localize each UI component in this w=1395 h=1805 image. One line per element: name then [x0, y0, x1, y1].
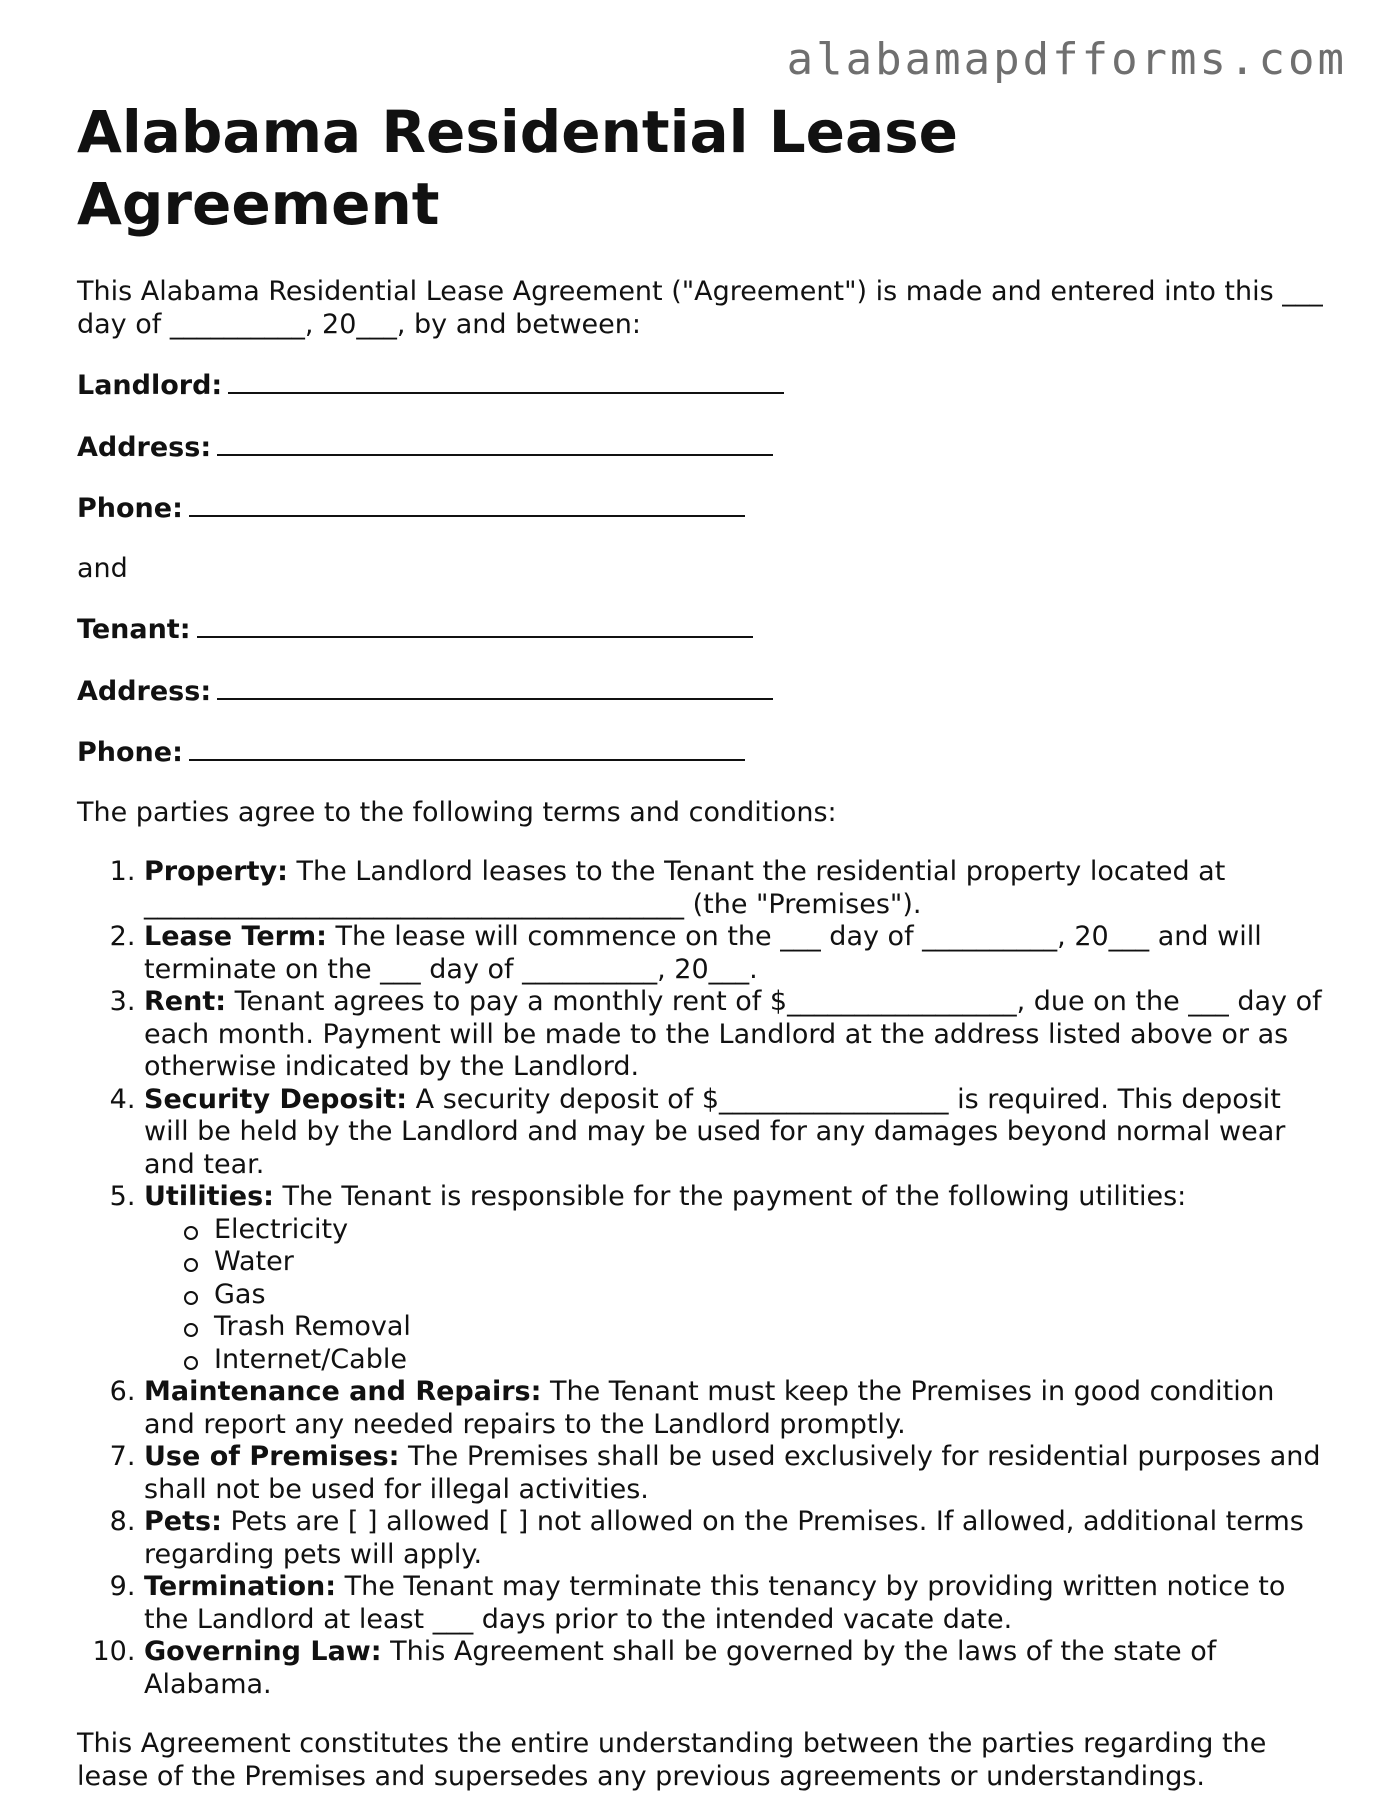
- blank-line: [197, 612, 753, 638]
- term-maintenance: [144, 1376, 1327, 1441]
- landlord-address-field[interactable]: [77, 430, 1327, 465]
- term-rent: [144, 986, 1327, 1084]
- term-security-deposit: [144, 1084, 1327, 1182]
- term-heading: Rent:: [144, 986, 227, 1017]
- utilities-list: [144, 1214, 1327, 1377]
- utility-item: Internet/Cable: [184, 1344, 1327, 1377]
- tenant-phone-field[interactable]: [77, 735, 1327, 770]
- utility-item: Electricity: [184, 1214, 1327, 1247]
- term-use-of-premises: [144, 1441, 1327, 1506]
- tenant-name-field[interactable]: [77, 612, 1327, 647]
- term-termination: [144, 1571, 1327, 1636]
- landlord-phone-field[interactable]: [77, 491, 1327, 526]
- field-label: Phone:: [77, 737, 183, 768]
- term-text: The Tenant may terminate this tenancy by providing written notice to the Landlord at least ___ days prior to the intended vacate date.: [144, 1571, 1286, 1635]
- term-heading: Security Deposit:: [144, 1083, 408, 1115]
- field-label: Address:: [77, 431, 212, 463]
- term-pets: [144, 1506, 1327, 1571]
- and-separator: and: [77, 552, 128, 584]
- term-text: This Agreement shall be governed by the laws of the state of Alabama.: [144, 1636, 1217, 1700]
- term-heading: Utilities:: [144, 1181, 274, 1212]
- term-text: A security deposit of $_________________ is required. This deposit will be held by the Landlord and may be used for any damages beyond normal wear and tear.: [144, 1083, 1286, 1180]
- tenant-address-field[interactable]: [77, 674, 1327, 709]
- site-watermark: alabamapdfforms.com: [786, 34, 1347, 85]
- blank-line: [217, 674, 773, 700]
- blank-line: [189, 491, 745, 517]
- utility-item: Water: [184, 1246, 1327, 1279]
- term-heading: Termination:: [144, 1571, 337, 1602]
- field-label: Tenant:: [77, 614, 191, 645]
- term-text: The Tenant must keep the Premises in good condition and report any needed repairs to the Landlord promptly.: [144, 1376, 1275, 1440]
- utility-item: Trash Removal: [184, 1311, 1327, 1344]
- term-governing-law: [144, 1636, 1327, 1701]
- field-label: Address:: [77, 675, 212, 707]
- term-lease-term: [144, 921, 1327, 986]
- document-title: Alabama Residential Lease Agreement: [77, 98, 958, 238]
- lease-document: [77, 96, 1327, 1793]
- field-label: Phone:: [77, 493, 183, 524]
- term-heading: Property:: [144, 856, 288, 887]
- term-text: The Landlord leases to the Tenant the residential property located at ________________________________________ (the "Premises").: [144, 856, 1226, 920]
- term-text: The Premises shall be used exclusively for residential purposes and shall not be used for illegal activities.: [144, 1441, 1321, 1505]
- blank-line: [228, 368, 784, 394]
- terms-intro: The parties agree to the following terms and conditions:: [77, 796, 837, 828]
- term-heading: Governing Law:: [144, 1636, 382, 1667]
- blank-line: [189, 735, 745, 761]
- landlord-name-field[interactable]: [77, 368, 1327, 403]
- closing-paragraph: This Agreement constitutes the entire understanding between the parties regarding the lease of the Premises and supersedes any previous agreements or understandings.: [77, 1728, 1267, 1792]
- term-text: The Tenant is responsible for the payment of the following utilities:: [273, 1181, 1187, 1212]
- term-heading: Pets:: [144, 1506, 222, 1537]
- utility-item: Gas: [184, 1279, 1327, 1312]
- term-property: [144, 856, 1327, 921]
- term-text: The lease will commence on the ___ day of __________, 20___ and will terminate on the ___ day of __________, 20___.: [144, 921, 1262, 985]
- terms-list: [77, 856, 1327, 1701]
- term-heading: Lease Term:: [144, 921, 327, 952]
- field-label: Landlord:: [77, 370, 223, 401]
- blank-line: [217, 430, 773, 456]
- intro-paragraph: This Alabama Residential Lease Agreement ("Agreement") is made and entered into this ___ day of __________, 20___, by and between:: [77, 276, 1323, 340]
- term-heading: Use of Premises:: [144, 1441, 400, 1472]
- term-utilities: [144, 1181, 1327, 1376]
- term-text: Pets are [ ] allowed [ ] not allowed on the Premises. If allowed, additional terms regarding pets will apply.: [144, 1506, 1304, 1570]
- term-heading: Maintenance and Repairs:: [144, 1376, 542, 1407]
- term-text: Tenant agrees to pay a monthly rent of $_________________, due on the ___ day of each month. Payment will be made to the Landlord at the address listed above or as otherwise indicated by the Landlord.: [144, 986, 1322, 1082]
